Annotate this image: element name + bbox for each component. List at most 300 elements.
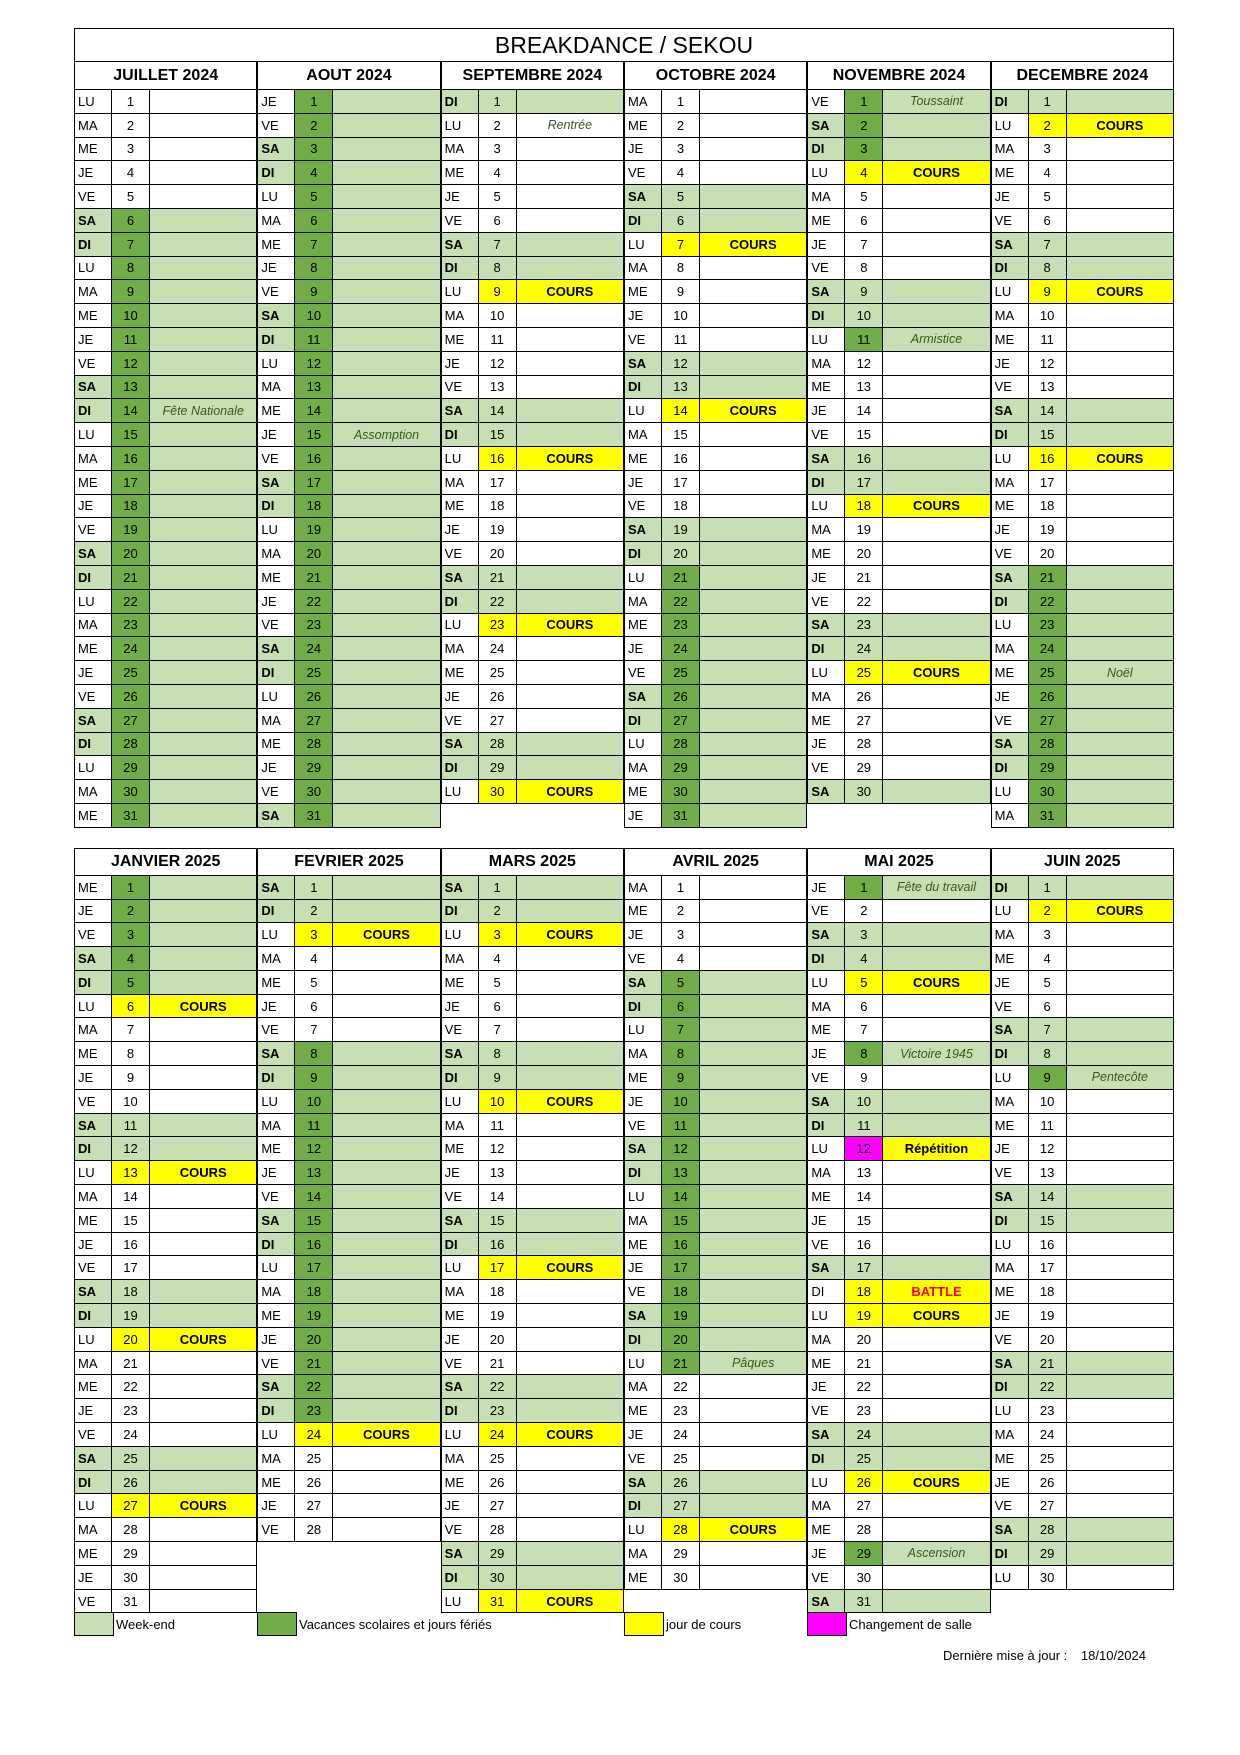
day-row	[991, 1209, 1174, 1233]
day-note	[700, 304, 807, 327]
day-number: 15	[662, 1209, 700, 1232]
day-row	[441, 1471, 624, 1495]
day-note	[700, 1494, 807, 1517]
day-note	[517, 1542, 624, 1565]
weekday-label: VE	[624, 328, 662, 351]
weekday-label: VE	[807, 900, 845, 923]
weekday-label: JE	[441, 995, 479, 1018]
day-row	[74, 1542, 257, 1566]
day-note	[150, 399, 257, 422]
day-note	[333, 1494, 440, 1517]
day-row	[807, 1018, 990, 1042]
day-row	[807, 780, 990, 804]
day-row	[257, 495, 440, 519]
day-note	[1067, 876, 1174, 899]
day-note	[150, 352, 257, 375]
weekday-label: VE	[257, 1185, 295, 1208]
weekday-label: JE	[807, 1542, 845, 1565]
weekday-label: ME	[74, 1375, 112, 1398]
day-row	[74, 995, 257, 1019]
day-number: 5	[1029, 971, 1067, 994]
day-note	[333, 804, 440, 827]
day-note	[150, 1161, 257, 1184]
weekday-label: DI	[624, 1494, 662, 1517]
day-row	[441, 685, 624, 709]
day-note	[700, 1018, 807, 1041]
day-number: 15	[662, 423, 700, 446]
day-number: 17	[1029, 1256, 1067, 1279]
day-note	[517, 471, 624, 494]
day-note	[333, 1161, 440, 1184]
day-row	[74, 1209, 257, 1233]
day-number: 17	[662, 471, 700, 494]
day-row	[257, 257, 440, 281]
day-row	[807, 756, 990, 780]
day-note	[883, 971, 990, 994]
day-row	[624, 614, 807, 638]
day-note	[150, 304, 257, 327]
day-number: 2	[295, 900, 333, 923]
day-note	[700, 1399, 807, 1422]
day-row	[441, 733, 624, 757]
day-row	[441, 1233, 624, 1257]
day-number: 18	[479, 495, 517, 518]
day-note	[150, 1542, 257, 1565]
weekday-label: SA	[257, 471, 295, 494]
day-note	[700, 637, 807, 660]
day-note	[333, 1280, 440, 1303]
weekday-label: DI	[624, 709, 662, 732]
month-column	[624, 848, 807, 1590]
day-note	[333, 90, 440, 113]
day-number: 23	[479, 614, 517, 637]
weekday-label: JE	[807, 1209, 845, 1232]
day-number: 10	[479, 304, 517, 327]
day-row	[807, 90, 990, 114]
day-row	[991, 161, 1174, 185]
day-note	[700, 971, 807, 994]
day-number: 7	[479, 233, 517, 256]
day-row	[624, 376, 807, 400]
day-row	[624, 971, 807, 995]
day-row	[257, 566, 440, 590]
legend-room-change-label: Changement de salle	[849, 1616, 972, 1632]
day-number: 28	[845, 1518, 883, 1541]
day-row	[257, 1280, 440, 1304]
day-note	[883, 352, 990, 375]
weekday-label: ME	[991, 495, 1029, 518]
day-row	[257, 1399, 440, 1423]
day-number: 12	[295, 1137, 333, 1160]
day-note	[883, 518, 990, 541]
day-note	[150, 233, 257, 256]
day-row	[807, 1542, 990, 1566]
weekday-label: DI	[807, 138, 845, 161]
day-note	[333, 161, 440, 184]
day-row	[441, 138, 624, 162]
weekday-label: JE	[257, 1494, 295, 1517]
day-note	[333, 280, 440, 303]
day-row	[624, 995, 807, 1019]
day-number: 19	[479, 518, 517, 541]
day-row	[624, 233, 807, 257]
day-number: 9	[1029, 1066, 1067, 1089]
weekday-label: VE	[441, 376, 479, 399]
calendar-sheet	[74, 28, 1174, 1613]
weekday-label: DI	[807, 304, 845, 327]
day-number: 18	[112, 495, 150, 518]
weekday-label: SA	[991, 1518, 1029, 1541]
day-note	[700, 185, 807, 208]
day-number: 1	[662, 876, 700, 899]
day-row	[807, 733, 990, 757]
weekday-label: MA	[624, 423, 662, 446]
weekday-label: ME	[807, 709, 845, 732]
day-number: 31	[479, 1590, 517, 1613]
day-note	[150, 280, 257, 303]
day-row	[441, 1518, 624, 1542]
day-note	[517, 1304, 624, 1327]
month-column	[991, 62, 1174, 828]
day-note	[517, 495, 624, 518]
day-row	[624, 1280, 807, 1304]
day-note	[1067, 542, 1174, 565]
day-note	[517, 566, 624, 589]
month-header: MARS 2025	[441, 848, 624, 876]
weekday-label: SA	[257, 1042, 295, 1065]
weekday-label: SA	[74, 709, 112, 732]
day-note	[333, 399, 440, 422]
day-row	[441, 376, 624, 400]
day-number: 29	[112, 756, 150, 779]
weekday-label: VE	[991, 1161, 1029, 1184]
day-row	[74, 1066, 257, 1090]
day-number: 1	[845, 876, 883, 899]
weekday-label: LU	[807, 1304, 845, 1327]
day-number: 26	[662, 1471, 700, 1494]
day-note	[517, 1566, 624, 1589]
day-row	[624, 1042, 807, 1066]
weekday-label: MA	[624, 756, 662, 779]
day-number: 1	[845, 90, 883, 113]
day-row	[441, 1590, 624, 1614]
weekday-label: MA	[74, 614, 112, 637]
weekday-label: DI	[991, 257, 1029, 280]
weekday-label: ME	[624, 280, 662, 303]
day-row	[624, 542, 807, 566]
day-row	[441, 1114, 624, 1138]
day-row	[441, 1447, 624, 1471]
day-number: 27	[479, 709, 517, 732]
day-note	[883, 1542, 990, 1565]
weekday-label: ME	[807, 209, 845, 232]
weekday-label: DI	[624, 995, 662, 1018]
day-row	[624, 733, 807, 757]
day-number: 29	[479, 1542, 517, 1565]
day-note	[1067, 161, 1174, 184]
weekday-label: SA	[74, 947, 112, 970]
day-note	[1067, 733, 1174, 756]
month-column	[807, 62, 990, 804]
room-change-swatch	[807, 1612, 847, 1636]
day-row	[74, 900, 257, 924]
day-note	[150, 780, 257, 803]
day-row	[807, 637, 990, 661]
day-row	[441, 614, 624, 638]
day-row	[257, 709, 440, 733]
day-number: 10	[845, 1090, 883, 1113]
day-row	[74, 376, 257, 400]
day-number: 4	[479, 161, 517, 184]
weekday-label: JE	[624, 471, 662, 494]
day-number: 1	[1029, 90, 1067, 113]
month-column	[624, 62, 807, 828]
weekday-label: SA	[441, 1375, 479, 1398]
weekday-label: SA	[74, 1114, 112, 1137]
day-number: 11	[662, 328, 700, 351]
weekday-label: VE	[257, 114, 295, 137]
day-number: 22	[662, 1375, 700, 1398]
weekday-label: LU	[807, 1471, 845, 1494]
day-number: 17	[479, 1256, 517, 1279]
day-row	[257, 685, 440, 709]
day-note	[150, 1471, 257, 1494]
day-number: 27	[845, 709, 883, 732]
day-note	[517, 1447, 624, 1470]
legend-holiday-label: Vacances scolaires et jours fériés	[299, 1616, 492, 1632]
day-note	[1067, 709, 1174, 732]
weekday-label: JE	[991, 1471, 1029, 1494]
day-note	[883, 1423, 990, 1446]
day-row	[624, 423, 807, 447]
day-number: 1	[112, 876, 150, 899]
weekday-label: LU	[624, 399, 662, 422]
weekday-label: ME	[441, 1471, 479, 1494]
weekday-label: ME	[74, 304, 112, 327]
day-number: 20	[112, 542, 150, 565]
day-row	[257, 1256, 440, 1280]
day-number: 5	[845, 971, 883, 994]
course-label: COURS	[913, 498, 960, 514]
weekday-label: ME	[441, 161, 479, 184]
weekday-label: ME	[991, 1447, 1029, 1470]
day-row	[441, 114, 624, 138]
day-row	[991, 1090, 1174, 1114]
day-note	[883, 1518, 990, 1541]
weekday-label: ME	[74, 1042, 112, 1065]
weekday-label: MA	[74, 280, 112, 303]
day-note	[1067, 995, 1174, 1018]
day-note	[150, 1328, 257, 1351]
day-row	[441, 780, 624, 804]
day-number: 7	[112, 1018, 150, 1041]
day-row	[74, 733, 257, 757]
day-note	[883, 257, 990, 280]
month-header: JANVIER 2025	[74, 848, 257, 876]
weekday-label: VE	[441, 1352, 479, 1375]
day-note	[150, 1018, 257, 1041]
day-row	[624, 804, 807, 828]
day-number: 10	[662, 1090, 700, 1113]
weekday-label: DI	[991, 590, 1029, 613]
day-note	[150, 1209, 257, 1232]
weekday-label: ME	[624, 1066, 662, 1089]
weekday-label: VE	[991, 542, 1029, 565]
day-number: 19	[1029, 1304, 1067, 1327]
weekday-label: LU	[624, 1518, 662, 1541]
weekday-label: SA	[991, 1185, 1029, 1208]
day-note	[333, 1018, 440, 1041]
course-label: COURS	[546, 1260, 594, 1276]
day-note	[150, 947, 257, 970]
day-row	[74, 185, 257, 209]
day-row	[624, 661, 807, 685]
weekday-label: ME	[74, 1209, 112, 1232]
weekday-label: ME	[991, 1114, 1029, 1137]
weekday-label: SA	[74, 542, 112, 565]
day-row	[991, 114, 1174, 138]
day-number: 13	[295, 1161, 333, 1184]
day-note	[700, 280, 807, 303]
weekday-label: LU	[624, 1352, 662, 1375]
weekday-label: JE	[257, 1328, 295, 1351]
weekday-label: ME	[624, 780, 662, 803]
day-note	[700, 1542, 807, 1565]
weekday-label: SA	[441, 399, 479, 422]
day-row	[257, 1185, 440, 1209]
day-row	[807, 685, 990, 709]
day-number: 10	[295, 304, 333, 327]
day-row	[257, 376, 440, 400]
weekday-label: JE	[74, 1399, 112, 1422]
day-note	[700, 1423, 807, 1446]
day-number: 7	[112, 233, 150, 256]
day-number: 31	[112, 804, 150, 827]
day-row	[991, 90, 1174, 114]
weekday-label: JE	[991, 685, 1029, 708]
day-number: 8	[112, 1042, 150, 1065]
weekday-label: MA	[441, 471, 479, 494]
day-number: 24	[845, 637, 883, 660]
day-number: 6	[479, 995, 517, 1018]
day-number: 11	[1029, 328, 1067, 351]
day-number: 1	[295, 90, 333, 113]
day-row	[807, 280, 990, 304]
weekday-label: MA	[257, 947, 295, 970]
weekday-label: JE	[441, 1494, 479, 1517]
day-number: 5	[112, 185, 150, 208]
day-number: 29	[479, 756, 517, 779]
weekday-label: JE	[441, 1328, 479, 1351]
day-row	[257, 1423, 440, 1447]
day-note	[150, 590, 257, 613]
day-number: 21	[845, 566, 883, 589]
day-note	[150, 566, 257, 589]
weekday-label: SA	[74, 376, 112, 399]
weekday-label: MA	[991, 304, 1029, 327]
day-row	[991, 376, 1174, 400]
day-note	[517, 1233, 624, 1256]
day-number: 4	[845, 947, 883, 970]
day-row	[257, 304, 440, 328]
day-row	[257, 471, 440, 495]
day-number: 1	[1029, 876, 1067, 899]
day-note	[517, 423, 624, 446]
day-note	[517, 518, 624, 541]
day-number: 29	[845, 756, 883, 779]
day-note	[883, 1256, 990, 1279]
weekday-label: VE	[257, 447, 295, 470]
course-label: COURS	[729, 236, 777, 252]
day-number: 24	[1029, 637, 1067, 660]
day-number: 17	[479, 471, 517, 494]
weekday-label: VE	[74, 352, 112, 375]
day-row	[74, 780, 257, 804]
day-number: 29	[295, 756, 333, 779]
day-note	[333, 971, 440, 994]
day-row	[807, 161, 990, 185]
day-number: 12	[1029, 1137, 1067, 1160]
weekday-label: JE	[991, 518, 1029, 541]
day-row	[257, 947, 440, 971]
day-row	[624, 900, 807, 924]
day-row	[807, 1042, 990, 1066]
weekday-label: ME	[257, 1304, 295, 1327]
weekday-label: SA	[257, 304, 295, 327]
weekday-label: MA	[257, 709, 295, 732]
day-number: 28	[479, 733, 517, 756]
day-row	[807, 185, 990, 209]
day-row	[74, 1280, 257, 1304]
weekday-label: LU	[257, 923, 295, 946]
day-number: 5	[295, 185, 333, 208]
day-row	[991, 685, 1174, 709]
weekday-label: DI	[624, 1328, 662, 1351]
weekday-label: LU	[624, 233, 662, 256]
day-row	[441, 518, 624, 542]
event-label: Pâques	[731, 1356, 775, 1371]
course-label: COURS	[1096, 117, 1144, 133]
day-note	[517, 876, 624, 899]
day-row	[441, 328, 624, 352]
day-number: 21	[1029, 566, 1067, 589]
day-number: 25	[662, 1447, 700, 1470]
weekday-label: DI	[74, 733, 112, 756]
legend-weekend	[74, 1612, 175, 1636]
course-label: COURS	[913, 974, 960, 990]
day-note	[1067, 1042, 1174, 1065]
day-number: 27	[112, 709, 150, 732]
day-note	[517, 399, 624, 422]
day-row	[257, 780, 440, 804]
day-row	[257, 614, 440, 638]
day-note	[517, 352, 624, 375]
day-row	[624, 566, 807, 590]
weekday-label: LU	[74, 257, 112, 280]
day-number: 11	[1029, 1114, 1067, 1137]
day-note	[1067, 1471, 1174, 1494]
day-number: 2	[845, 114, 883, 137]
day-row	[807, 661, 990, 685]
day-row	[807, 423, 990, 447]
day-row	[624, 1209, 807, 1233]
day-number: 10	[112, 304, 150, 327]
course-swatch	[624, 1612, 664, 1636]
day-row	[441, 1161, 624, 1185]
day-number: 16	[1029, 1233, 1067, 1256]
day-note	[1067, 518, 1174, 541]
weekday-label: SA	[991, 1352, 1029, 1375]
